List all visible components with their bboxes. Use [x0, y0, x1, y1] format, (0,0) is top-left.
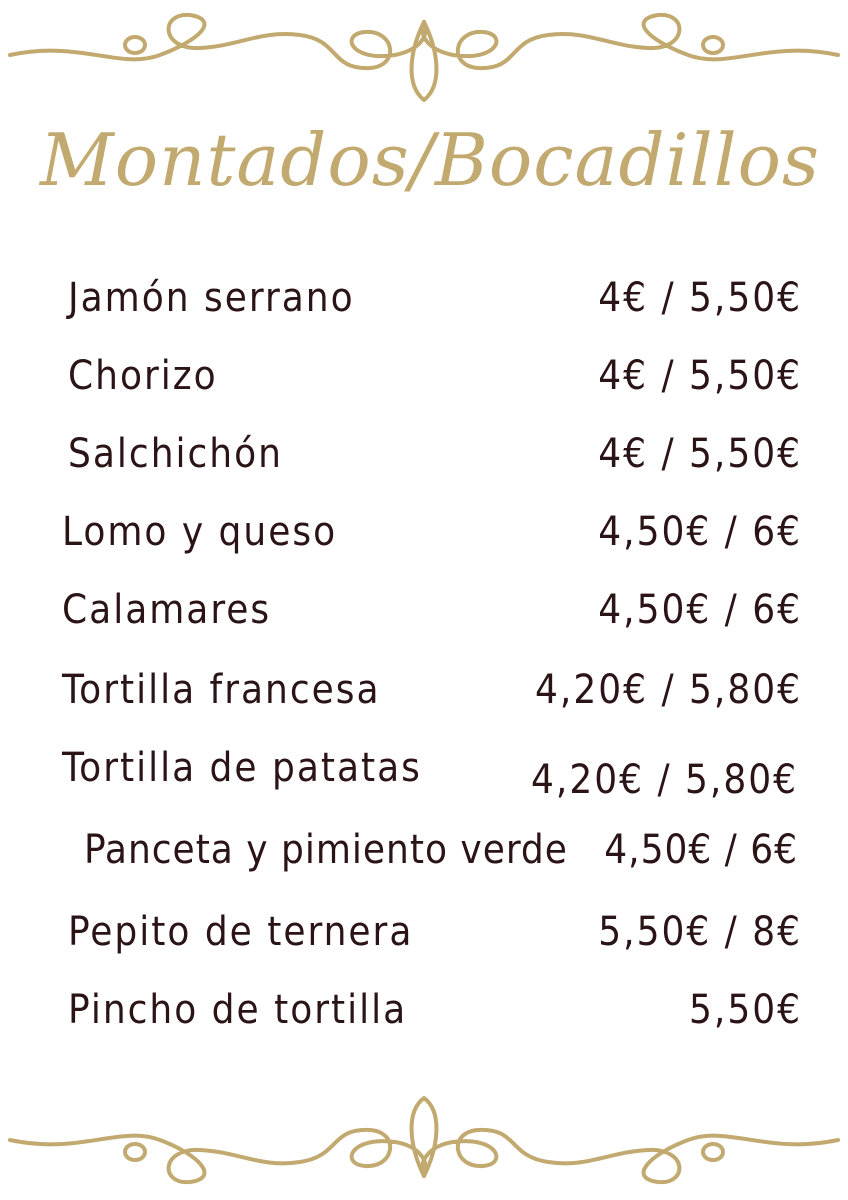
menu-item-name: Chorizo	[68, 353, 218, 399]
menu-item-price: 4,50€ / 6€	[598, 587, 802, 633]
menu-item-name: Salchichón	[68, 431, 283, 477]
menu-item-price: 4€ / 5,50€	[598, 353, 802, 399]
menu-item-price: 4€ / 5,50€	[598, 275, 802, 321]
menu-title: Montados/Bocadillos	[40, 118, 820, 202]
menu-item-name: Lomo y queso	[62, 509, 338, 555]
menu-item-price: 5,50€	[689, 987, 802, 1033]
menu-item-row	[0, 820, 848, 880]
top-swirl-ornament	[0, 0, 848, 110]
menu-item-price: 4,50€ / 6€	[604, 827, 798, 873]
menu-item-row	[0, 980, 848, 1040]
menu-item-row	[0, 268, 848, 328]
menu-item-row	[0, 346, 848, 406]
menu-item-name: Tortilla francesa	[62, 667, 381, 713]
menu-item-price: 4€ / 5,50€	[598, 431, 802, 477]
bottom-swirl-ornament	[0, 1090, 848, 1200]
menu-item-name: Pepito de ternera	[68, 909, 414, 955]
menu-item-row	[0, 502, 848, 562]
menu-item-price: 4,20€ / 5,80€	[535, 667, 802, 713]
menu-item-row	[0, 660, 848, 720]
menu-item-name: Jamón serrano	[68, 275, 355, 321]
menu-item-name: Panceta y pimiento verde	[84, 827, 568, 873]
menu-item-name: Tortilla de patatas	[62, 745, 422, 791]
menu-item-row	[0, 738, 848, 803]
menu-item-price: 4,50€ / 6€	[598, 509, 802, 555]
menu-item-row	[0, 580, 848, 640]
menu-item-row	[0, 902, 848, 962]
menu-item-price: 5,50€ / 8€	[598, 909, 802, 955]
menu-item-name: Pincho de tortilla	[68, 987, 408, 1033]
menu-item-price: 4,20€ / 5,80€	[531, 757, 798, 803]
menu-item-name: Calamares	[62, 587, 272, 633]
menu-item-row	[0, 424, 848, 484]
